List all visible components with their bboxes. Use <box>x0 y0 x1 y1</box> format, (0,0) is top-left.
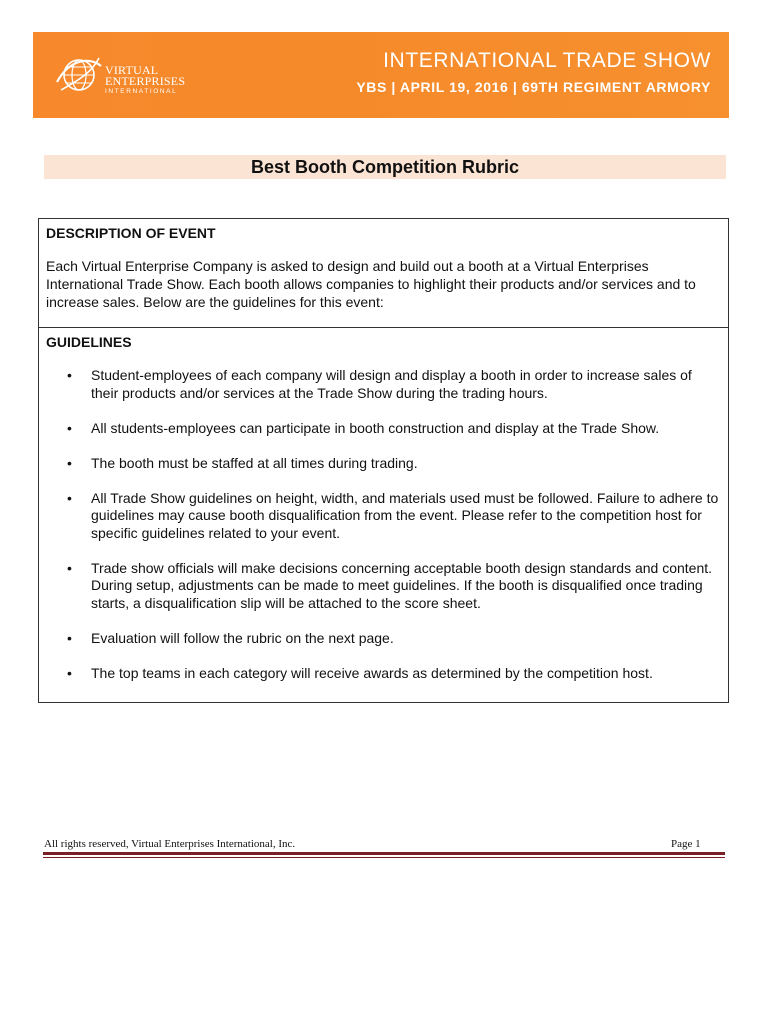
guideline-text: Trade show officials will make decisions concerning acceptable booth design standards and content. During setup, adjustments can be made to meet guidelines. If the booth is disqualified once trading starts, a disqualification slip will be attached to the score sheet. <box>91 559 713 611</box>
virtual-enterprises-logo <box>55 52 195 98</box>
guidelines-heading: GUIDELINES <box>46 334 132 350</box>
banner-subtitle: YBS | APRIL 19, 2016 | 69TH REGIMENT ARMORY <box>356 79 711 95</box>
guideline-item <box>39 367 728 402</box>
guideline-text: The top teams in each category will receive awards as determined by the competition host. <box>91 664 653 681</box>
bullet-icon: • <box>67 629 72 646</box>
guideline-text: Evaluation will follow the rubric on the next page. <box>91 629 394 646</box>
logo-wordmark <box>105 65 185 96</box>
globe-swirl-logo-icon <box>55 52 105 98</box>
bullet-icon: • <box>67 454 72 471</box>
guideline-item <box>39 630 728 648</box>
guidelines-list <box>39 367 728 700</box>
bullet-icon: • <box>67 419 72 436</box>
footer-page-number: Page 1 <box>671 838 701 850</box>
guideline-text: Student-employees of each company will design and display a booth in order to increase sales of their products and/or services at the Trade Show during the trading hours. <box>91 367 692 401</box>
bullet-icon: • <box>67 367 72 383</box>
rubric-table <box>38 218 729 703</box>
guideline-text: All students-employees can participate in booth construction and display at the Trade Show. <box>91 419 660 436</box>
bullet-icon: • <box>67 664 72 681</box>
document-title-bar <box>44 155 726 179</box>
guideline-item <box>39 665 728 683</box>
description-section <box>39 219 728 328</box>
bullet-icon: • <box>67 559 72 576</box>
guideline-text: All Trade Show guidelines on height, width, and materials used must be followed. Failure to adhere to guidelines may cause booth disqualification from the event. Please refer to the competition host for specific guidelines related to your event. <box>91 489 719 541</box>
guideline-item <box>39 560 728 613</box>
document-title: Best Booth Competition Rubric <box>251 157 519 177</box>
logo-line-virtual: VIRTUAL <box>105 63 159 77</box>
guideline-item <box>39 490 728 543</box>
footer-rule-thin <box>43 857 725 858</box>
description-text: Each Virtual Enterprise Company is asked to design and build out a booth at a Virtual Enterprises International Trade Show. Each booth allows companies to highlight their products and/or services and to increase sales. Below are the guidelines for this event: <box>46 258 696 310</box>
guideline-item <box>39 420 728 438</box>
event-banner <box>33 32 729 118</box>
description-heading: DESCRIPTION OF EVENT <box>46 225 216 241</box>
footer-rule-thick <box>43 852 725 855</box>
logo-line-international: INTERNATIONAL <box>105 88 178 95</box>
footer-rights: All rights reserved, Virtual Enterprises International, Inc. <box>44 838 296 850</box>
banner-title: INTERNATIONAL TRADE SHOW <box>383 49 711 72</box>
bullet-icon: • <box>67 489 72 506</box>
logo-line-enterprises: ENTERPRISES <box>105 74 186 88</box>
guideline-item <box>39 455 728 473</box>
guideline-text: The booth must be staffed at all times during trading. <box>91 454 418 471</box>
